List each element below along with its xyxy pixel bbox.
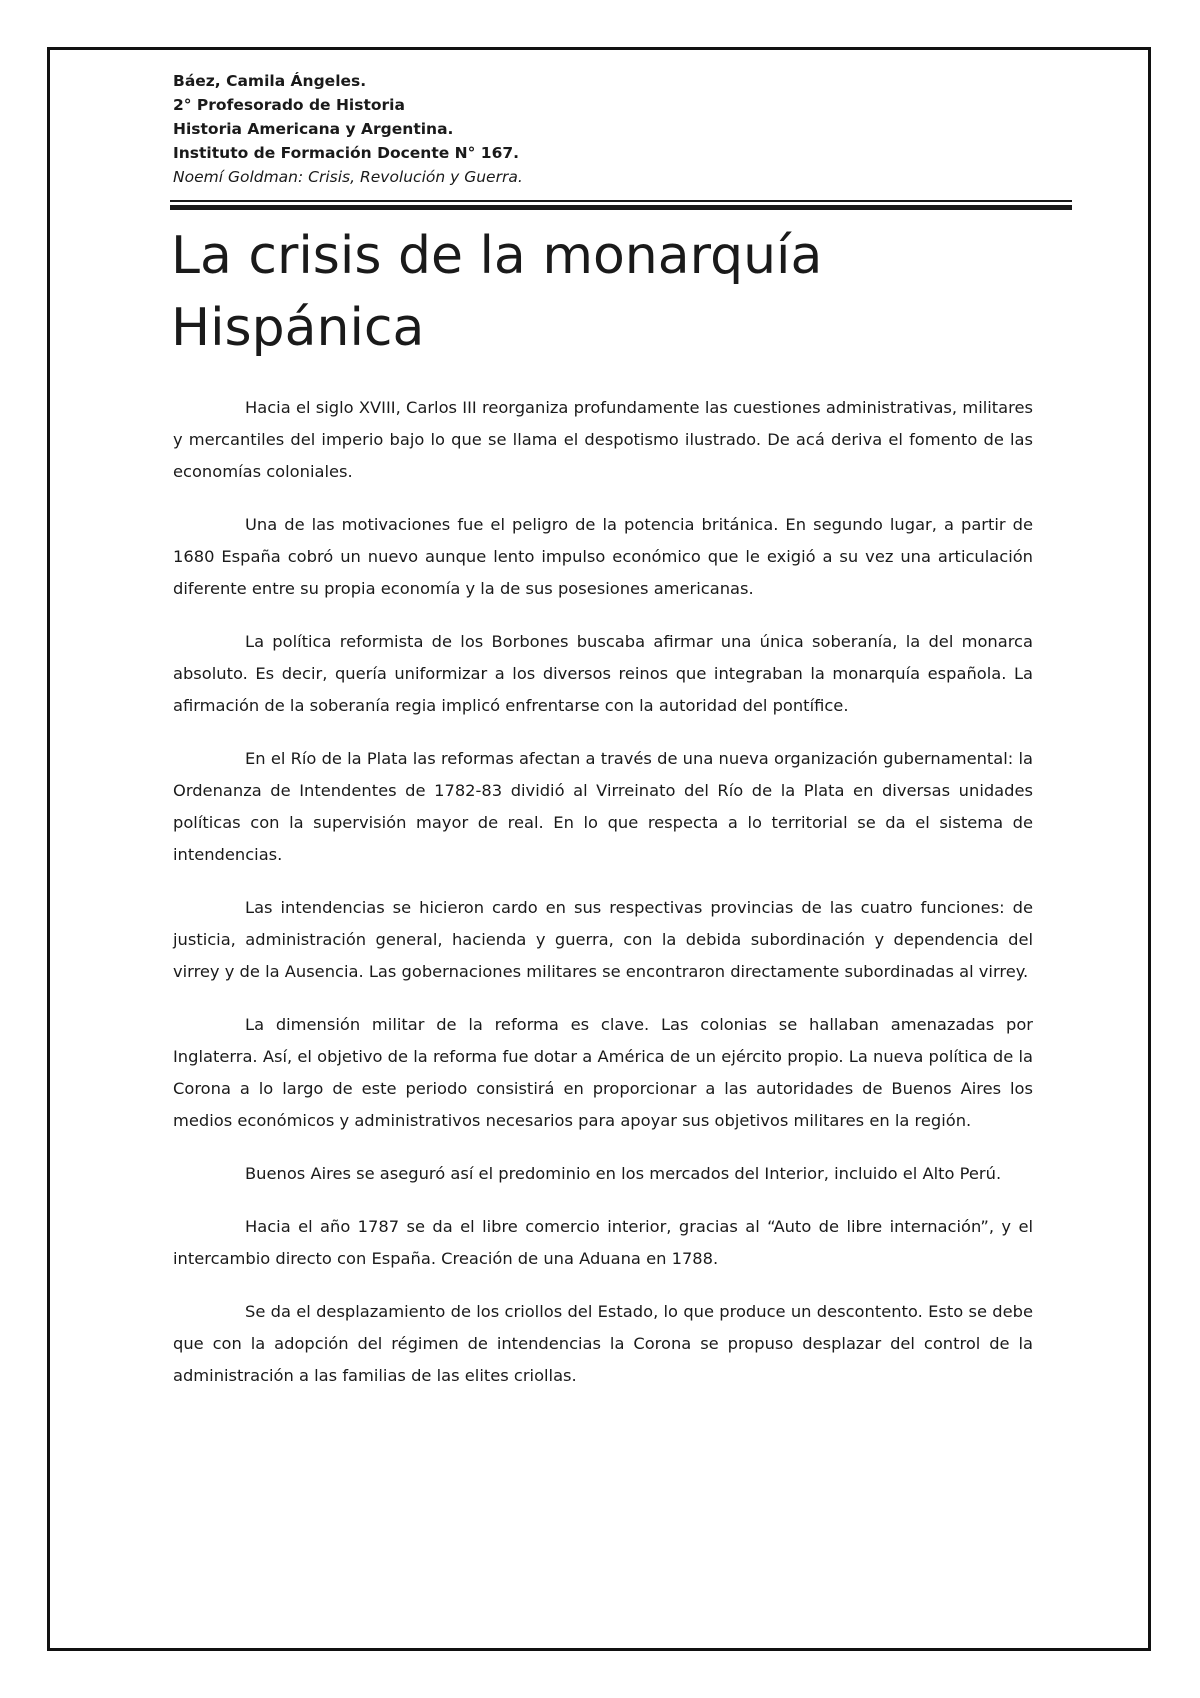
divider-thick-line [170, 205, 1072, 210]
paragraph: Se da el desplazamiento de los criollos del Estado, lo que produce un descontento. Esto se debe que con la adopción del régimen de intendencias la Corona se propuso desplazar del control de la administración a las familias de las elites criollas. [173, 1302, 1033, 1385]
divider-thin-line [170, 200, 1072, 202]
paragraph: Buenos Aires se aseguró así el predominio en los mercados del Interior, incluido el Alto Perú. [245, 1164, 1002, 1183]
header-subject: Historia Americana y Argentina. [173, 120, 454, 138]
header-source: Noemí Goldman: Crisis, Revolución y Guerra. [173, 168, 523, 186]
paragraph: En el Río de la Plata las reformas afectan a través de una nueva organización gubernamental: la Ordenanza de Intendentes de 1782-83 dividió al Virreinato del Río de la Plata en diversas unidades políticas con la supervisión mayor de real. En lo que respecta a lo territorial se da el sistema de intendencias. [173, 749, 1033, 864]
header-course: 2° Profesorado de Historia [173, 96, 405, 114]
paragraph: Hacia el año 1787 se da el libre comercio interior, gracias al “Auto de libre internación”, y el intercambio directo con España. Creación de una Aduana en 1788. [173, 1217, 1033, 1268]
paragraph: Las intendencias se hicieron cardo en sus respectivas provincias de las cuatro funciones: de justicia, administración general, hacienda y guerra, con la debida subordinación y dependencia del virrey y de la Ausencia. Las gobernaciones militares se encontraron directamente subordinadas al virrey. [173, 898, 1033, 981]
document-body [173, 392, 1033, 1413]
header-divider [170, 200, 1072, 211]
paragraph: Hacia el siglo XVIII, Carlos III reorganiza profundamente las cuestiones administrativas, militares y mercantiles del imperio bajo lo que se llama el despotismo ilustrado. De acá deriva el fomento de las economías coloniales. [173, 398, 1033, 481]
paragraph: La dimensión militar de la reforma es clave. Las colonias se hallaban amenazadas por Inglaterra. Así, el objetivo de la reforma fue dotar a América de un ejército propio. La nueva política de la Corona a lo largo de este periodo consistirá en proporcionar a las autoridades de Buenos Aires los medios económicos y administrativos necesarios para apoyar sus objetivos militares en la región. [173, 1015, 1033, 1130]
header-author: Báez, Camila Ángeles. [173, 72, 367, 90]
paragraph: La política reformista de los Borbones buscaba afirmar una única soberanía, la del monarca absoluto. Es decir, quería uniformizar a los diversos reinos que integraban la monarquía española. La afirmación de la soberanía regia implicó enfrentarse con la autoridad del pontífice. [173, 632, 1033, 715]
header-institute: Instituto de Formación Docente N° 167. [173, 144, 520, 162]
document-header [173, 69, 1073, 189]
page-title: La crisis de la monarquía Hispánica [171, 226, 823, 358]
paragraph: Una de las motivaciones fue el peligro de la potencia británica. En segundo lugar, a partir de 1680 España cobró un nuevo aunque lento impulso económico que le exigió a su vez una articulación diferente entre su propia economía y la de sus posesiones americanas. [173, 515, 1033, 598]
